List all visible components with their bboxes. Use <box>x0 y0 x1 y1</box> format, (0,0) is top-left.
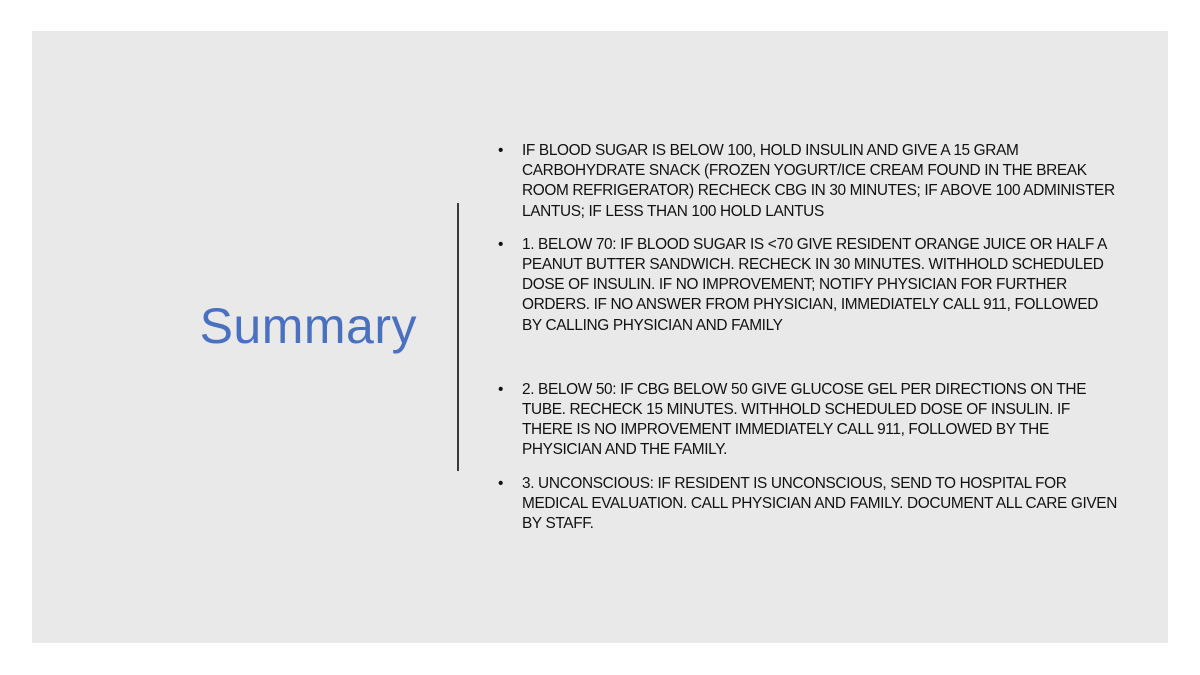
bullet-item <box>491 141 1121 222</box>
bullet-icon: • <box>498 380 504 398</box>
bullet-icon: • <box>498 474 504 492</box>
bullet-icon: • <box>498 142 504 159</box>
slide-title: Summary <box>199 298 417 354</box>
bullet-text: 3. UNCONSCIOUS: IF RESIDENT IS UNCONSCIOUS, SEND TO HOSPITAL FOR MEDICAL EVALUATION. CALL PHYSICIAN AND FAMILY. DOCUMENT ALL CARE GIVEN BY STAFF. <box>522 474 1117 533</box>
bullet-list <box>491 141 1121 534</box>
bullet-text: 1. BELOW 70: IF BLOOD SUGAR IS <70 GIVE RESIDENT ORANGE JUICE OR HALF A PEANUT BUTTER SANDWICH. RECHECK IN 30 MINUTES. WITHHOLD SCHEDULED DOSE OF INSULIN. IF NO IMPROVEMENT; NOTIFY PHYSICIAN FOR FURTHER ORDERS. IF NO ANSWER FROM PHYSICIAN, IMMEDIATELY CALL 911, FOLLOWED BY CALLING PHYSICIAN AND FAMILY <box>522 235 1107 334</box>
bullet-item <box>491 235 1121 336</box>
bullet-text: 2. BELOW 50: IF CBG BELOW 50 GIVE GLUCOSE GEL PER DIRECTIONS ON THE TUBE. RECHECK 15 MINUTES. WITHHOLD SCHEDULED DOSE OF INSULIN. IF THERE IS NO IMPROVEMENT IMMEDIATELY CALL 911, FOLLOWED BY THE PHYSICIAN AND THE FAMILY. <box>522 380 1087 459</box>
slide <box>32 31 1168 643</box>
bullet-item <box>491 380 1121 461</box>
bullet-item <box>491 474 1121 535</box>
bullet-icon: • <box>498 235 504 253</box>
vertical-divider <box>457 203 459 471</box>
bullet-text: IF BLOOD SUGAR IS BELOW 100, HOLD INSULIN AND GIVE A 15 GRAM CARBOHYDRATE SNACK (FROZEN YOGURT/ICE CREAM FOUND IN THE BREAK ROOM REFRIGERATOR) RECHECK CBG IN 30 MINUTES; IF ABOVE 100 ADMINISTER LANTUS; IF LESS THAN 100 HOLD LANTUS <box>522 142 1115 220</box>
